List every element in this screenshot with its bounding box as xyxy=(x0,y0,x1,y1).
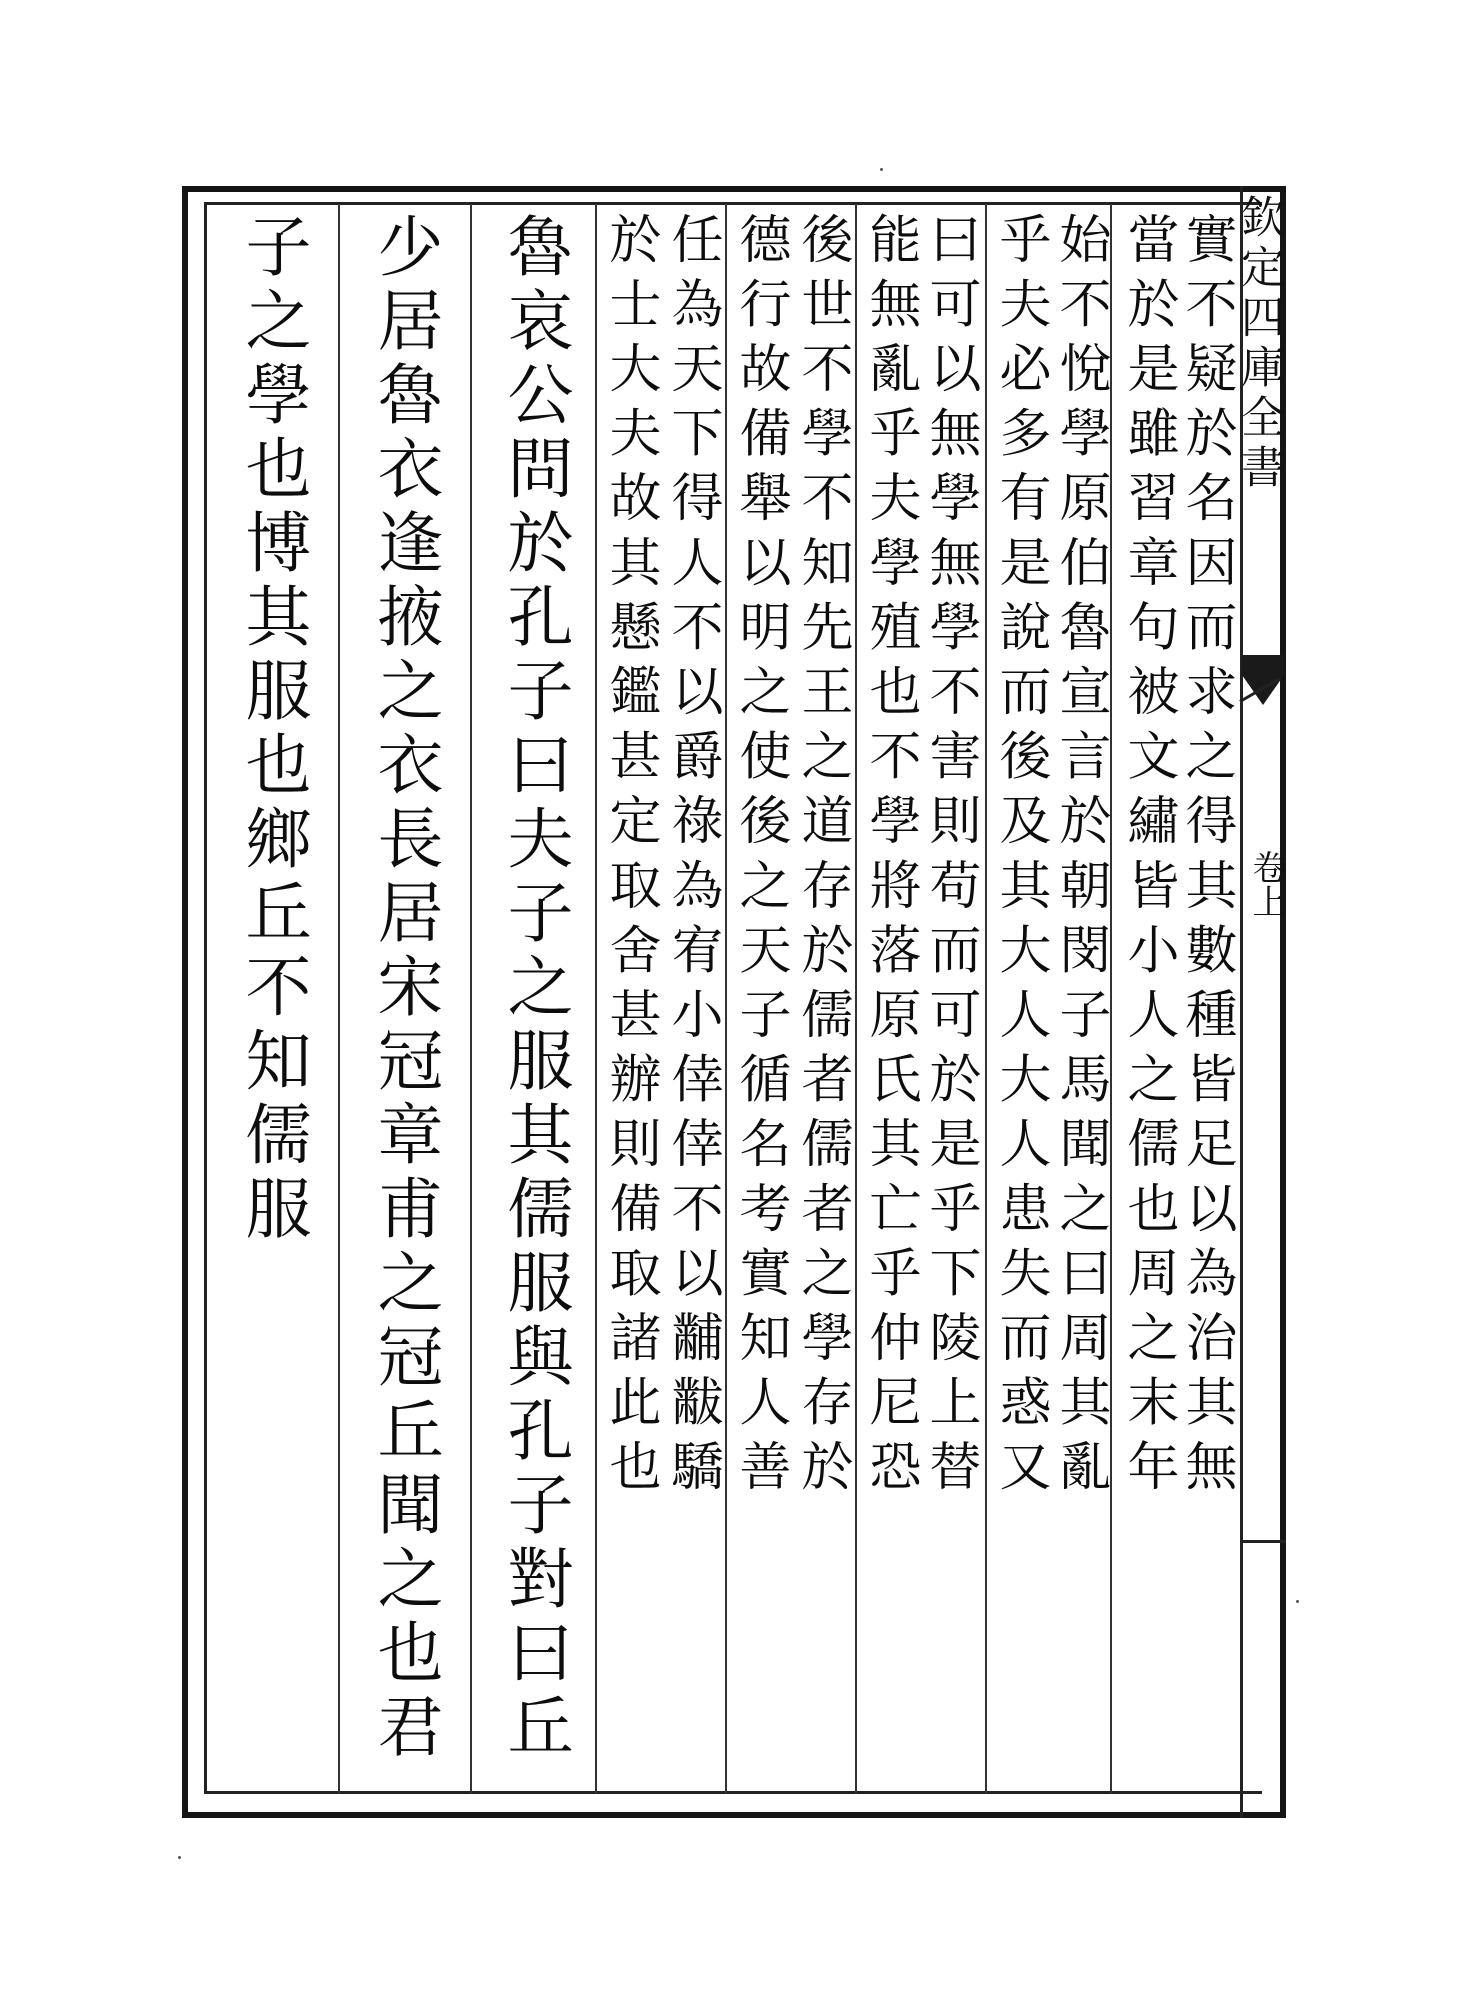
scan-speck xyxy=(1296,1600,1299,1603)
column-rule xyxy=(338,204,340,1794)
text-column: 後世不學不知先王之道存於儒者儒者之學存於 xyxy=(792,212,852,1504)
library-title: 欽定四庫全書 xyxy=(1233,194,1284,494)
text-column: 於士大夫故其懸鑑甚定取舍甚辦則備取諸此也 xyxy=(600,212,660,1504)
text-column: 曰可以無學無學不害則苟而可於是乎下陵上替 xyxy=(920,212,980,1504)
text-column: 魯哀公問於孔子曰夫子之服其儒服與孔子對曰丘 xyxy=(496,212,573,1766)
column-rule xyxy=(595,204,597,1794)
scan-speck xyxy=(178,1856,181,1859)
text-column: 始不悅學原伯魯宣言於朝閔子馬聞之曰周其亂 xyxy=(1050,212,1110,1504)
text-column: 子之學也博其服也鄉丘不知儒服 xyxy=(234,212,311,1248)
text-column: 德行故備舉以明之使後之天子循名考實知人善 xyxy=(730,212,790,1504)
column-rule xyxy=(985,204,987,1794)
juan-label: 卷上 xyxy=(1246,850,1286,918)
text-column: 實不疑於名因而求之得其數種皆足以為治其無 xyxy=(1176,212,1236,1504)
column-rule xyxy=(855,204,857,1794)
text-column: 能無亂乎夫學殖也不學將落原氏其亡乎仲尼恐 xyxy=(860,212,920,1504)
text-column: 任為天下得人不以爵祿為宥小倖倖不以黼黻驕 xyxy=(662,212,722,1504)
text-column: 少居魯衣逢掖之衣長居宋冠章甫之冠丘聞之也君 xyxy=(366,212,443,1766)
column-rule xyxy=(470,204,472,1794)
margin-rule xyxy=(1240,1540,1286,1543)
scan-speck xyxy=(880,168,883,171)
column-rule xyxy=(1110,204,1112,1794)
text-column: 當於是雖習章句被文繡皆小人之儒也周之末年 xyxy=(1118,212,1178,1504)
text-column: 乎夫必多有是說而後及其大人大人患失而惑又 xyxy=(990,212,1050,1504)
column-rule xyxy=(725,204,727,1794)
